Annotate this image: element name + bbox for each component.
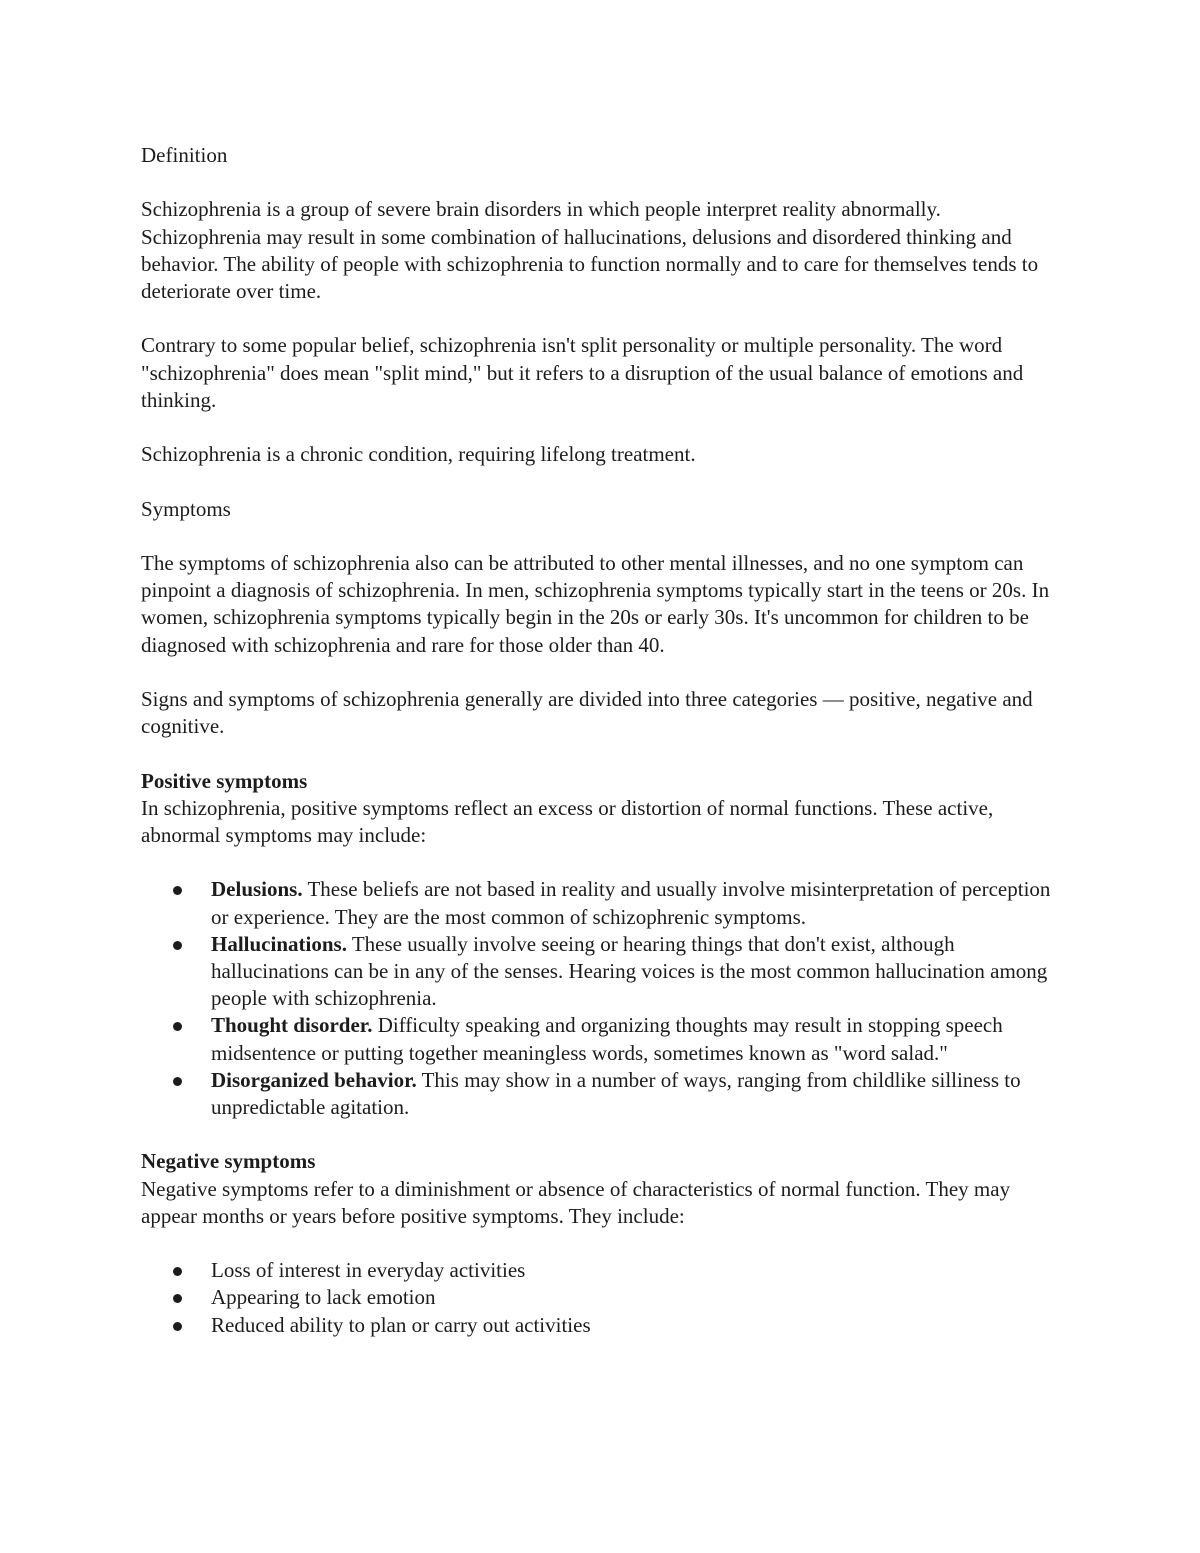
- list-item: [141, 1012, 1061, 1066]
- negative-symptoms-list: [141, 1257, 1061, 1339]
- symptoms-heading: Symptoms: [141, 496, 231, 521]
- list-item-term: Thought disorder.: [211, 1013, 373, 1038]
- positive-symptoms-intro: In schizophrenia, positive symptoms reflect an excess or distortion of normal functions. These active, abnormal symptoms may include:: [141, 795, 994, 847]
- list-item: [141, 1312, 1061, 1339]
- list-item-text: Reduced ability to plan or carry out activities: [211, 1312, 591, 1337]
- document-page: [141, 142, 1061, 1366]
- list-item-text: Appearing to lack emotion: [211, 1285, 436, 1310]
- negative-symptoms-intro: Negative symptoms refer to a diminishment or absence of characteristics of normal function. They may appear months or years before positive symptoms. They include:: [141, 1176, 1011, 1228]
- list-item-term: Disorganized behavior.: [211, 1067, 417, 1092]
- list-item-text: Loss of interest in everyday activities: [211, 1258, 526, 1283]
- list-item-text: This may show in a number of ways, ranging from childlike silliness to unpredictable agitation.: [211, 1067, 1021, 1119]
- list-item: [141, 1067, 1061, 1121]
- bullet-icon: [173, 1077, 182, 1086]
- list-item: [141, 1284, 1061, 1311]
- list-item-text: Difficulty speaking and organizing thoughts may result in stopping speech midsentence or putting together meaningless words, sometimes known as "word salad.": [211, 1013, 1003, 1065]
- list-item-term: Hallucinations.: [211, 931, 347, 956]
- list-item: [141, 876, 1061, 930]
- definition-paragraph: Schizophrenia is a chronic condition, requiring lifelong treatment.: [141, 442, 696, 467]
- list-item-term: Delusions.: [211, 877, 303, 902]
- symptoms-paragraph: Signs and symptoms of schizophrenia generally are divided into three categories — positive, negative and cognitive.: [141, 686, 1033, 739]
- symptoms-paragraph: The symptoms of schizophrenia also can be attributed to other mental illnesses, and no one symptom can pinpoint a diagnosis of schizophrenia. In men, schizophrenia symptoms typically start in the teens or 20s. In women, schizophrenia symptoms typically begin in the 20s or early 30s. It's uncommon for children to be diagnosed with schizophrenia and rare for those older than 40.: [141, 550, 1050, 657]
- positive-symptoms-heading: Positive symptoms: [141, 768, 308, 793]
- bullet-icon: [173, 1267, 182, 1276]
- bullet-icon: [173, 1322, 182, 1331]
- positive-symptoms-list: [141, 876, 1061, 1121]
- definition-heading: Definition: [141, 143, 228, 167]
- list-item-text: These beliefs are not based in reality and usually involve misinterpretation of perception or experience. They are the most common of schizophrenic symptoms.: [211, 877, 1051, 929]
- list-item-text: These usually involve seeing or hearing things that don't exist, although hallucinations can be in any of the senses. Hearing voices is the most common hallucination among people with schizophrenia.: [211, 931, 1048, 1011]
- definition-paragraph: Contrary to some popular belief, schizophrenia isn't split personality or multiple personality. The word "schizophrenia" does mean "split mind," but it refers to a disruption of the usual balance of emotions and thinking.: [141, 333, 1024, 412]
- bullet-icon: [173, 1294, 182, 1303]
- definition-paragraph: Schizophrenia is a group of severe brain disorders in which people interpret reality abnormally. Schizophrenia may result in some combination of hallucinations, delusions and disordered thinking and behavior. The ability of people with schizophrenia to function normally and to care for themselves tends to deteriorate over time.: [141, 197, 1039, 303]
- bullet-icon: [173, 941, 182, 950]
- negative-symptoms-heading: Negative symptoms: [141, 1149, 316, 1174]
- list-item: [141, 931, 1061, 1013]
- bullet-icon: [173, 886, 182, 895]
- bullet-icon: [173, 1022, 182, 1031]
- list-item: [141, 1257, 1061, 1284]
